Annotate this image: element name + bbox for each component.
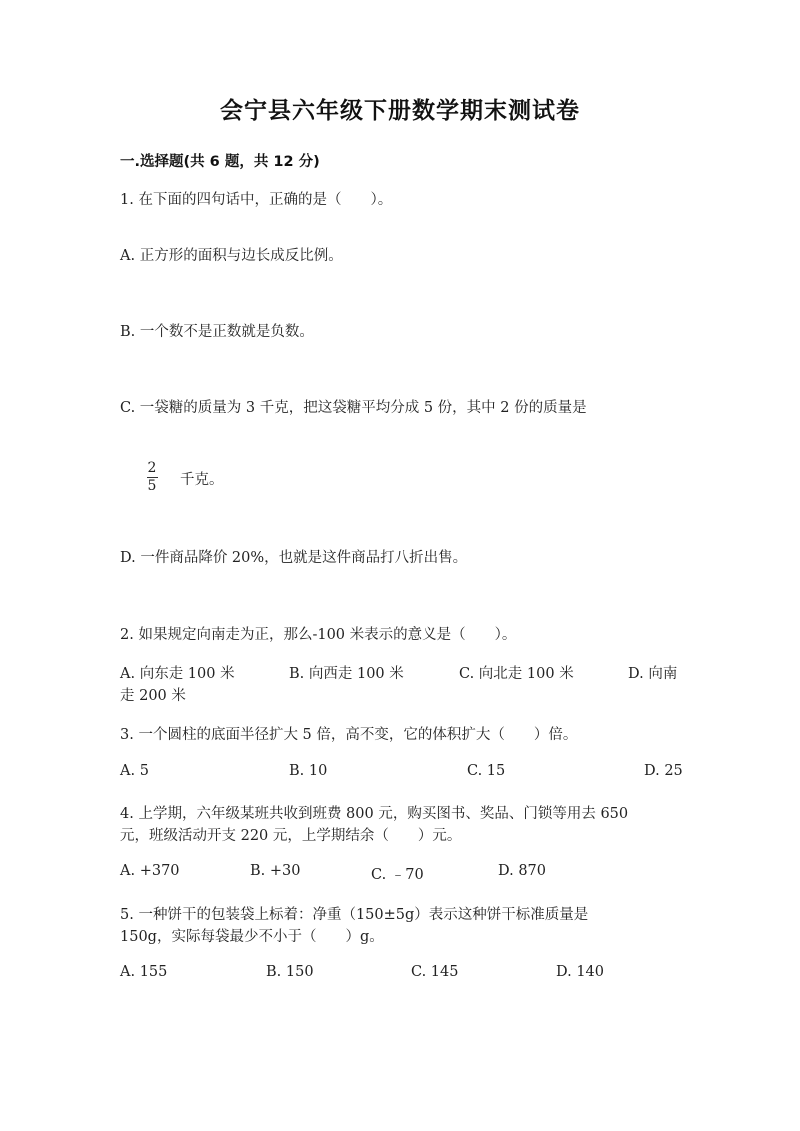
q5-stem-line-1: 5. 一种饼干的包装袋上标着：净重（150±5g）表示这种饼干标准质量是 xyxy=(120,907,589,923)
q1-option-c-tail: 千克。 xyxy=(180,472,224,488)
q2-option-a: A. 向东走 100 米 xyxy=(120,666,235,682)
fraction-numerator: 2 xyxy=(147,460,157,476)
q5-option-d: D. 140 xyxy=(556,964,605,980)
q2-option-b: B. 向西走 100 米 xyxy=(289,666,404,682)
q3-option-b: B. 10 xyxy=(289,763,328,779)
q1-stem: 1. 在下面的四句话中，正确的是（ ）。 xyxy=(120,192,393,208)
q4-option-a: A. +370 xyxy=(120,863,180,879)
q5-stem-line-2: 150g，实际每袋最少不小于（ ）g。 xyxy=(120,929,384,945)
q1-option-b: B. 一个数不是正数就是负数。 xyxy=(120,324,314,340)
fraction-denominator: 5 xyxy=(147,478,157,494)
q5-option-c: C. 145 xyxy=(411,964,459,980)
q1-option-c-fraction xyxy=(141,461,163,494)
q3-option-c: C. 15 xyxy=(467,763,506,779)
q1-option-a: A. 正方形的面积与边长成反比例。 xyxy=(120,248,343,264)
q4-option-d: D. 870 xyxy=(498,863,547,879)
q5-option-a: A. 155 xyxy=(120,964,168,980)
q3-option-a: A. 5 xyxy=(120,763,149,779)
page-title: 会宁县六年级下册数学期末测试卷 xyxy=(220,98,580,124)
q3-option-d: D. 25 xyxy=(644,763,683,779)
q2-option-d: D. 向南 xyxy=(628,666,678,682)
q2-option-c: C. 向北走 100 米 xyxy=(459,666,574,682)
q4-option-c: C. ﹣70 xyxy=(371,867,424,883)
q1-option-c: C. 一袋糖的质量为 3 千克，把这袋糖平均分成 5 份，其中 2 份的质量是 xyxy=(120,400,587,416)
q2-option-d-wrap: 走 200 米 xyxy=(120,688,186,704)
q4-option-b: B. +30 xyxy=(250,863,301,879)
q3-stem: 3. 一个圆柱的底面半径扩大 5 倍，高不变，它的体积扩大（ ）倍。 xyxy=(120,727,578,743)
q5-option-b: B. 150 xyxy=(266,964,314,980)
q2-stem: 2. 如果规定向南走为正，那么-100 米表示的意义是（ ）。 xyxy=(120,627,517,643)
q4-stem-line-2: 元，班级活动开支 220 元，上学期结余（ ）元。 xyxy=(120,828,462,844)
q4-stem-line-1: 4. 上学期，六年级某班共收到班费 800 元，购买图书、奖品、门锁等用去 650 xyxy=(120,806,629,822)
section-heading: 一.选择题(共 6 题，共 12 分) xyxy=(120,154,320,170)
q1-option-d: D. 一件商品降价 20%，也就是这件商品打八折出售。 xyxy=(120,550,468,566)
